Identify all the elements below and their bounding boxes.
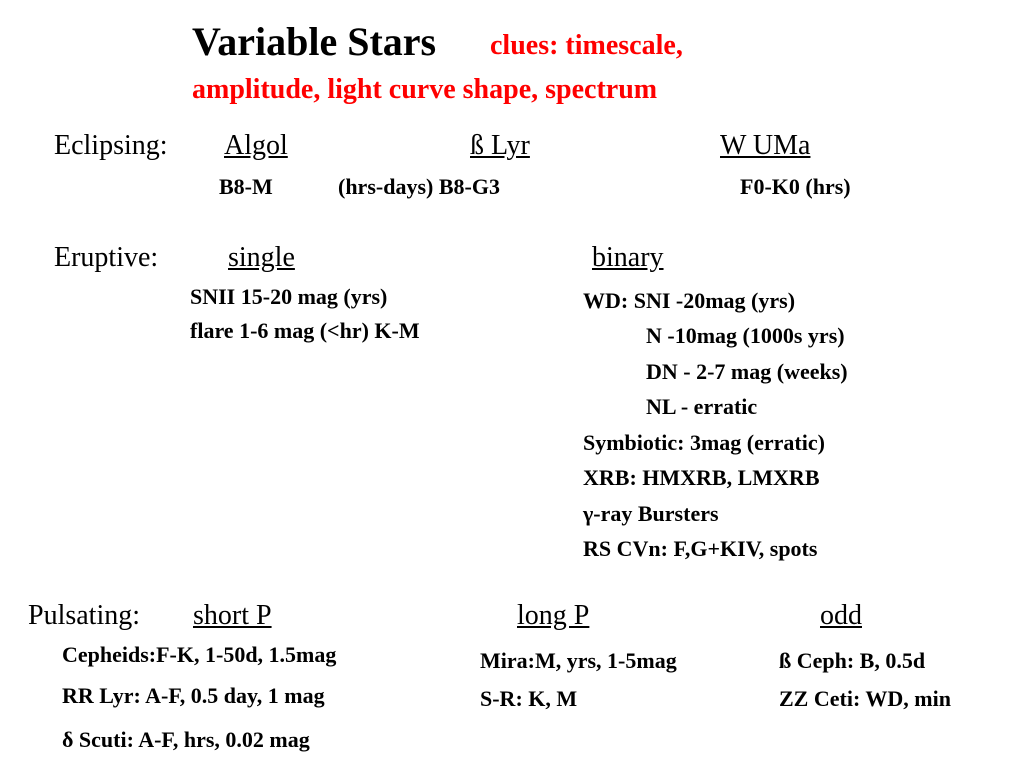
algol-spectrum: B8-M [219, 174, 273, 199]
short-p-item: RR Lyr: A-F, 0.5 day, 1 mag [62, 683, 325, 708]
binary-item: DN - 2-7 mag (weeks) [646, 359, 848, 384]
binary-item: XRB: HMXRB, LMXRB [583, 465, 820, 490]
page-title: Variable Stars [192, 19, 437, 64]
long-p-heading: long P [517, 600, 590, 631]
clues-line-2: amplitude, light curve shape, spectrum [192, 74, 658, 105]
long-p-item: S-R: K, M [480, 686, 578, 711]
binary-heading: binary [592, 242, 664, 273]
odd-item: ß Ceph: B, 0.5d [779, 648, 926, 673]
pulsating-label: Pulsating: [28, 600, 141, 631]
w-uma-spectrum: F0-K0 (hrs) [740, 174, 851, 199]
odd-item: ZZ Ceti: WD, min [779, 686, 951, 711]
single-item: flare 1-6 mag (<hr) K-M [190, 318, 420, 343]
binary-item: RS CVn: F,G+KIV, spots [583, 536, 818, 561]
eclipsing-label: Eclipsing: [54, 130, 168, 161]
w-uma-heading: W UMa [720, 130, 811, 161]
beta-lyr-spectrum: (hrs-days) B8-G3 [338, 174, 500, 199]
clues-line-1: clues: timescale, [490, 30, 683, 61]
algol-heading: Algol [224, 130, 288, 161]
short-p-heading: short P [193, 600, 272, 631]
binary-item: NL - erratic [646, 394, 758, 419]
eruptive-label: Eruptive: [54, 242, 159, 273]
binary-item: Symbiotic: 3mag (erratic) [583, 430, 825, 455]
binary-item: WD: SNI -20mag (yrs) [583, 288, 796, 313]
odd-heading: odd [820, 600, 862, 631]
binary-item: N -10mag (1000s yrs) [646, 323, 845, 348]
single-heading: single [228, 242, 295, 273]
short-p-item: δ Scuti: A-F, hrs, 0.02 mag [62, 727, 310, 752]
single-item: SNII 15-20 mag (yrs) [190, 284, 388, 309]
binary-item: γ-ray Bursters [583, 501, 719, 526]
short-p-item: Cepheids:F-K, 1-50d, 1.5mag [62, 642, 337, 667]
long-p-item: Mira:M, yrs, 1-5mag [480, 648, 677, 673]
beta-lyr-heading: ß Lyr [470, 130, 530, 161]
